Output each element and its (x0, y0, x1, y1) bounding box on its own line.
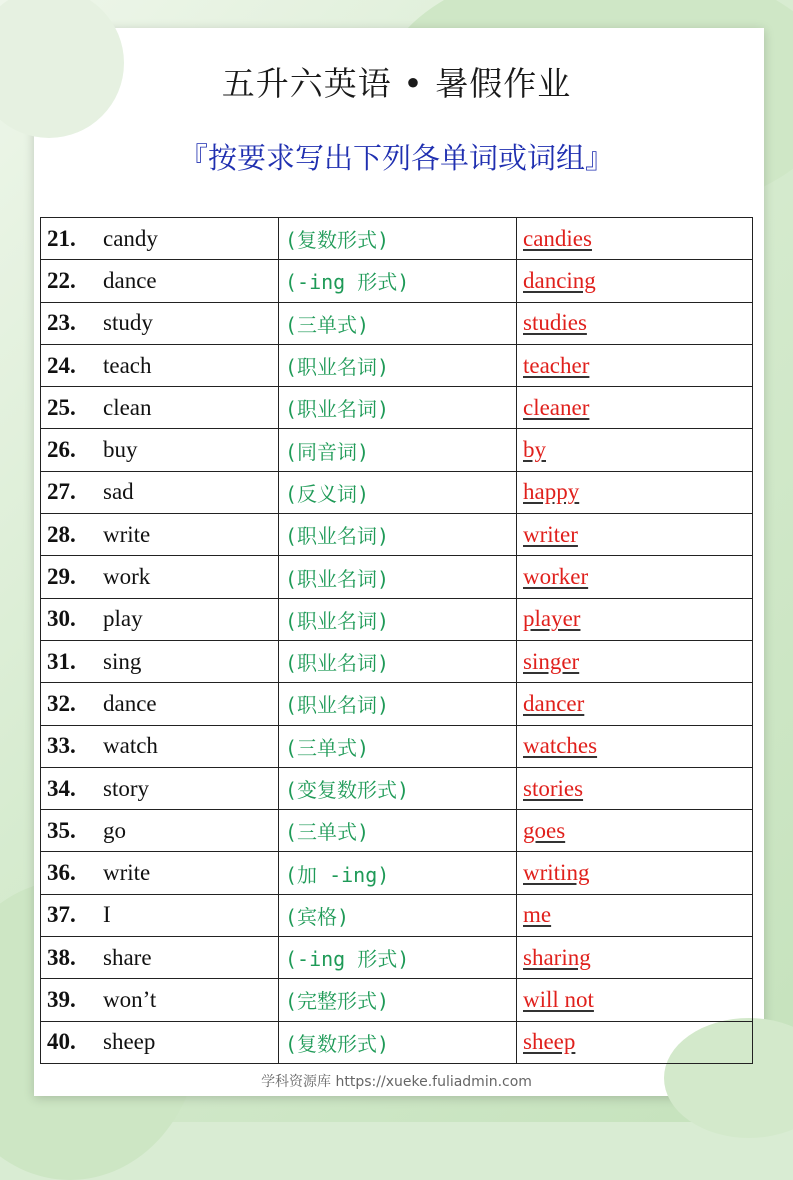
answer-text: me (523, 902, 552, 928)
table-row (41, 852, 753, 894)
answer-cell (517, 302, 753, 344)
answer-text: by (523, 437, 546, 463)
answer-text: goes (523, 817, 566, 843)
item-number: 25. (47, 394, 76, 420)
word-cell (41, 429, 279, 471)
form-cell (279, 514, 517, 556)
page-title: 五升六英语 • 暑假作业 (221, 64, 572, 103)
base-word: share (103, 944, 152, 970)
form-cell (279, 556, 517, 598)
form-cell (279, 852, 517, 894)
required-form: (职业名词) (285, 651, 390, 676)
required-form: (职业名词) (285, 693, 390, 718)
answer-cell (517, 514, 753, 556)
item-number: 21. (47, 225, 76, 251)
required-form: (职业名词) (285, 566, 390, 591)
required-form: (-ing 形式) (285, 270, 410, 295)
form-cell (279, 640, 517, 682)
form-cell (279, 387, 517, 429)
required-form: (复数形式) (285, 1031, 390, 1056)
form-cell (279, 725, 517, 767)
base-word: work (103, 564, 151, 590)
answer-text: singer (523, 648, 580, 674)
answer-cell (517, 387, 753, 429)
answer-text: sharing (523, 944, 591, 970)
instruction-subtitle: 『按要求写出下列各单词或词组』 (178, 141, 614, 175)
required-form: (反义词) (285, 481, 370, 506)
word-cell (41, 556, 279, 598)
form-cell (279, 937, 517, 979)
table-row (41, 937, 753, 979)
answer-text: will not (523, 986, 594, 1012)
base-word: won’t (103, 986, 157, 1012)
answer-cell (517, 725, 753, 767)
base-word: sing (103, 648, 142, 674)
word-cell (41, 725, 279, 767)
form-cell (279, 260, 517, 302)
footer-source: 学科资源库 https://xueke.fuliadmin.com (261, 1074, 532, 1090)
form-cell (279, 894, 517, 936)
answer-text: stories (523, 775, 584, 801)
word-cell (41, 302, 279, 344)
answer-cell (517, 260, 753, 302)
form-cell (279, 429, 517, 471)
word-cell (41, 894, 279, 936)
item-number: 36. (47, 860, 76, 886)
word-cell (41, 810, 279, 852)
item-number: 35. (47, 817, 76, 843)
answer-text: watches (523, 733, 598, 759)
word-cell (41, 640, 279, 682)
table-row (41, 979, 753, 1021)
table-row (41, 302, 753, 344)
word-cell (41, 937, 279, 979)
table-row (41, 767, 753, 809)
table-row (41, 725, 753, 767)
answer-text: dancer (523, 690, 585, 716)
required-form: (三单式) (285, 312, 370, 337)
item-number: 31. (47, 648, 76, 674)
base-word: sad (103, 479, 134, 505)
answer-cell (517, 894, 753, 936)
required-form: (复数形式) (285, 228, 390, 253)
answer-cell (517, 556, 753, 598)
table-row (41, 894, 753, 936)
form-cell (279, 810, 517, 852)
answer-cell (517, 767, 753, 809)
required-form: (宾格) (285, 904, 350, 929)
required-form: (三单式) (285, 820, 370, 845)
table-row (41, 429, 753, 471)
base-word: study (103, 310, 153, 336)
item-number: 30. (47, 606, 76, 632)
answer-cell (517, 640, 753, 682)
table-row (41, 387, 753, 429)
answer-text: worker (523, 564, 589, 590)
answer-text: writing (523, 860, 590, 886)
word-cell (41, 1021, 279, 1063)
base-word: candy (103, 225, 158, 251)
table-row (41, 260, 753, 302)
word-cell (41, 218, 279, 260)
table-row (41, 344, 753, 386)
item-number: 40. (47, 1029, 76, 1055)
required-form: (同音词) (285, 439, 370, 464)
table-row (41, 556, 753, 598)
form-cell (279, 471, 517, 513)
table-row (41, 598, 753, 640)
table-row (41, 640, 753, 682)
word-cell (41, 471, 279, 513)
table-row (41, 683, 753, 725)
answer-cell (517, 979, 753, 1021)
required-form: (职业名词) (285, 608, 390, 633)
word-cell (41, 852, 279, 894)
item-number: 23. (47, 310, 76, 336)
word-cell (41, 979, 279, 1021)
base-word: dance (103, 267, 157, 293)
item-number: 39. (47, 986, 76, 1012)
required-form: (三单式) (285, 735, 370, 760)
base-word: play (103, 606, 143, 632)
base-word: watch (103, 733, 158, 759)
base-word: buy (103, 437, 138, 463)
word-cell (41, 598, 279, 640)
item-number: 24. (47, 352, 76, 378)
word-cell (41, 514, 279, 556)
answer-text: happy (523, 479, 580, 505)
item-number: 22. (47, 267, 76, 293)
item-number: 32. (47, 690, 76, 716)
required-form: (职业名词) (285, 355, 390, 380)
required-form: (职业名词) (285, 524, 390, 549)
base-word: teach (103, 352, 152, 378)
form-cell (279, 683, 517, 725)
form-cell (279, 767, 517, 809)
form-cell (279, 344, 517, 386)
item-number: 38. (47, 944, 76, 970)
base-word: clean (103, 394, 152, 420)
form-cell (279, 598, 517, 640)
table-row (41, 471, 753, 513)
answer-cell (517, 471, 753, 513)
answer-cell (517, 218, 753, 260)
required-form: (加 -ing) (285, 862, 390, 887)
required-form: (职业名词) (285, 397, 390, 422)
answer-cell (517, 852, 753, 894)
item-number: 37. (47, 902, 76, 928)
item-number: 28. (47, 521, 76, 547)
required-form: (变复数形式) (285, 778, 410, 802)
form-cell (279, 979, 517, 1021)
item-number: 27. (47, 479, 76, 505)
base-word: sheep (103, 1029, 156, 1055)
item-number: 26. (47, 437, 76, 463)
answer-text: dancing (523, 267, 596, 293)
answer-text: writer (523, 521, 578, 547)
required-form: (完整形式) (285, 989, 390, 1014)
base-word: write (103, 860, 151, 886)
answer-text: cleaner (523, 394, 590, 420)
base-word: story (103, 775, 149, 801)
table-row (41, 810, 753, 852)
answer-cell (517, 1021, 753, 1063)
item-number: 34. (47, 775, 76, 801)
word-table (40, 217, 753, 1064)
form-cell (279, 1021, 517, 1063)
table-row (41, 218, 753, 260)
answer-text: studies (523, 310, 587, 336)
answer-cell (517, 937, 753, 979)
word-cell (41, 260, 279, 302)
item-number: 33. (47, 733, 76, 759)
required-form: (-ing 形式) (285, 947, 410, 972)
answer-text: sheep (523, 1029, 576, 1055)
answer-cell (517, 344, 753, 386)
form-cell (279, 302, 517, 344)
form-cell (279, 218, 517, 260)
base-word: write (103, 521, 151, 547)
word-cell (41, 767, 279, 809)
base-word: I (103, 902, 111, 928)
answer-cell (517, 683, 753, 725)
word-cell (41, 683, 279, 725)
base-word: dance (103, 690, 157, 716)
item-number: 29. (47, 564, 76, 590)
table-row (41, 514, 753, 556)
answer-cell (517, 598, 753, 640)
word-cell (41, 344, 279, 386)
word-cell (41, 387, 279, 429)
answer-cell (517, 429, 753, 471)
table-row (41, 1021, 753, 1063)
base-word: go (103, 817, 126, 843)
answer-cell (517, 810, 753, 852)
answer-text: teacher (523, 352, 590, 378)
answer-text: player (523, 606, 581, 632)
answer-text: candies (523, 225, 592, 251)
